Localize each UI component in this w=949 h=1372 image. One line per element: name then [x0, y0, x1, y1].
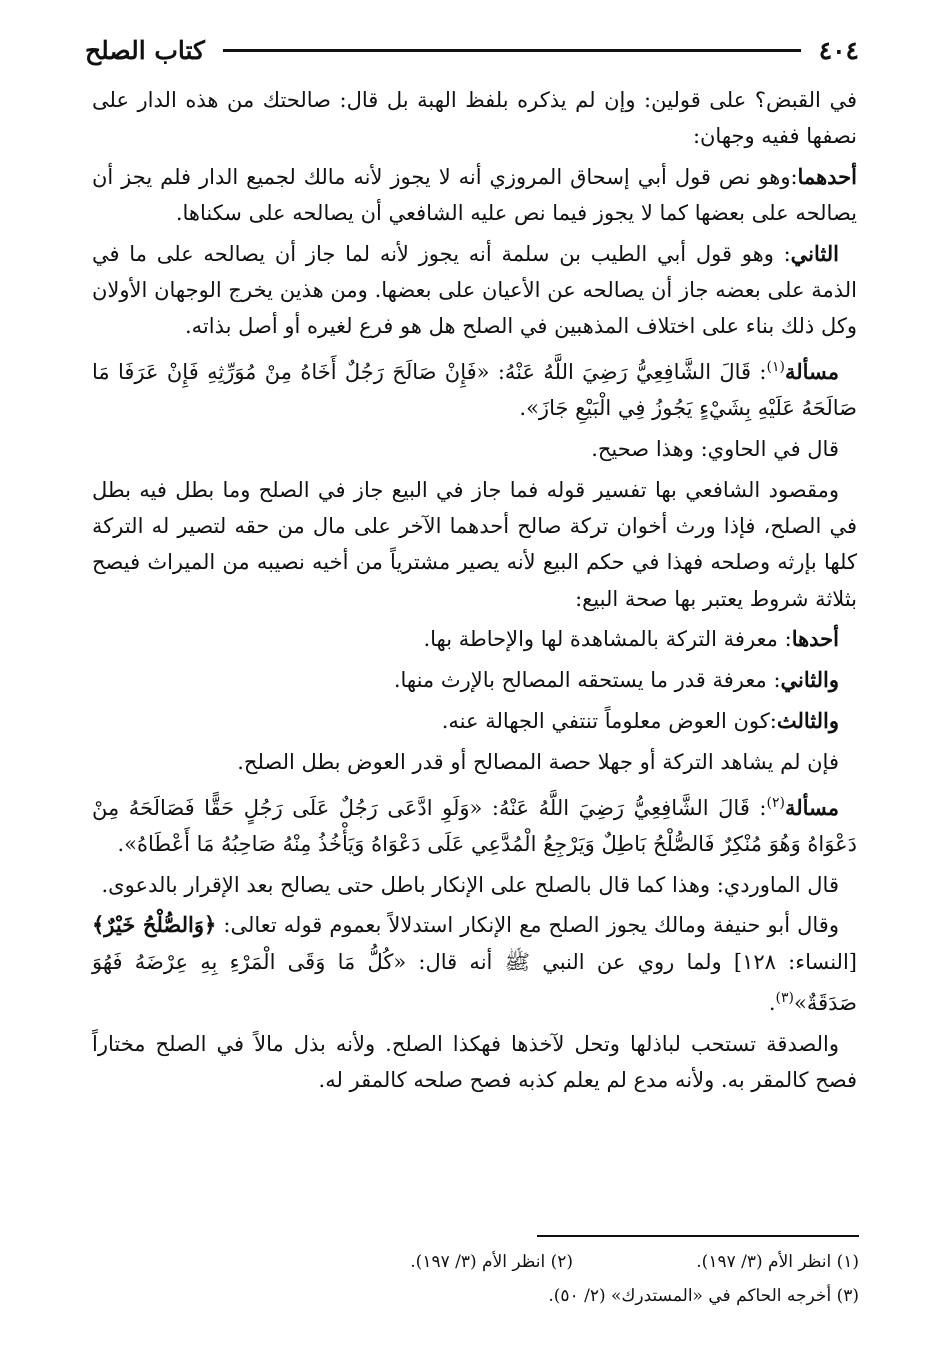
paragraph [92, 82, 857, 154]
paragraph [92, 349, 857, 426]
paragraph-text: :وهو نص قول أبي إسحاق المروزي أنه لا يجوز لأنه مالك لجميع الدار فلم يجز أن يصالحه على بعضها كما لا يجوز فيما نص عليه الشافعي أن يصالحه على سكناها. [92, 165, 857, 226]
paragraph [92, 431, 857, 467]
paragraph-text: في القبض؟ على قولين: وإن لم يذكره بلفظ الهبة بل قال: صالحتك من هذه الدار على نصفها ففيه وجهان: [92, 88, 857, 149]
footnote-rule [537, 1235, 859, 1237]
paragraph [92, 472, 857, 617]
paragraph-lead: والثالث [776, 708, 839, 733]
list-item [92, 662, 857, 698]
paragraph-text: فإن لم يشاهد التركة أو جهلا حصة المصالح أو قدر العوض بطل الصلح. [237, 749, 839, 774]
page-header [85, 30, 859, 70]
quote-text: : قَالَ الشَّافِعِيُّ رَضِيَ اللَّهُ عَنْهُ: «وَلَوِ ادَّعَى رَجُلٌ عَلَى رَجُلٍ حَقًّا فَصَالَحَهُ مِنْ دَعْوَاهُ وَهُوَ مُنْكِرٌ فَالصُّلْحُ بَاطِلٌ وَيَرْجِعُ الْمُدَّعِي عَلَى دَعْوَاهُ وَيَأْخُذُ مِنْهُ صَاحِبُهُ مَا أَعْطَاهُ». [92, 795, 857, 856]
paragraph-text: قال في الحاوي: وهذا صحيح. [591, 437, 839, 462]
paragraph-text: قال الماوردي: وهذا كما قال بالصلح على الإنكار باطل حتى يصالح بعد الإقرار بالدعوى. [101, 872, 839, 897]
paragraph-text: : معرفة التركة بالمشاهدة لها والإحاطة بها. [423, 627, 792, 652]
paragraph-lead: مسألة [784, 359, 839, 385]
quote-text: : قَالَ الشَّافِعِيُّ رَضِيَ اللَّهُ عَنْهُ: «فَإِنْ صَالَحَ رَجُلٌ أَخَاهُ مِنْ مُوَرِّثِهِ فَإِنْ عَرَفَا مَا صَالَحَهُ عَلَيْهِ بِشَيْءٍ يَجُوزُ فِي الْبَيْعِ جَازَ». [92, 360, 857, 421]
paragraph-lead: والثاني [780, 667, 839, 693]
paragraph [92, 159, 857, 231]
paragraph [92, 1026, 857, 1098]
quran-verse: ﴿وَالصُّلْحُ خَيْرٌ﴾ [92, 912, 217, 938]
paragraph-lead: أحدهما [797, 164, 857, 189]
footnote-1: (١) انظر الأم (٣/ ١٩٧). [696, 1252, 859, 1272]
list-item [92, 703, 857, 739]
paragraph [92, 236, 857, 345]
paragraph-text: [النساء: ١٢٨] ولما روي عن النبي ﷺ أنه قال: «كُلُّ مَا وَقَى الْمَرْءِ بِهِ عِرْضَهُ فَهُوَ صَدَقَةٌ» [92, 949, 857, 1015]
footnote-3: (٣) أخرجه الحاكم في «المستدرك» (٢/ ٥٠). [548, 1286, 859, 1306]
paragraph-text: وقال أبو حنيفة ومالك يجوز الصلح مع الإنكار استدلالاً بعموم قوله تعالى: [223, 913, 839, 938]
list-item [92, 621, 857, 657]
paragraph [92, 907, 857, 1021]
footnote-2: (٢) انظر الأم (٣/ ١٩٧). [410, 1252, 573, 1272]
paragraph-lead: أحدها [791, 626, 839, 652]
footnote-marker: (٢) [766, 794, 785, 811]
paragraph-text: :كون العوض معلوماً تنتفي الجهالة عنه. [441, 709, 777, 733]
paragraph-lead: مسألة [784, 794, 839, 820]
paragraph [92, 744, 857, 780]
footnotes [92, 1245, 859, 1313]
paragraph-text: : وهو قول أبي الطيب بن سلمة أنه يجوز لأنه لما جاز أن يصالحه على ما في الذمة على بعضه جاز أن يصالحه عن الأعيان على بعضها. ومن هذين يخرج الوجهان الأولان وكل ذلك بناء على اختلاف المذهبين في الصلح هل هو فرع لغيره أو أصل بذاته. [92, 242, 857, 339]
footnote-marker: (١) [766, 359, 785, 376]
paragraph-text: . [768, 990, 776, 1015]
main-text [92, 82, 857, 1103]
footnote-row [92, 1245, 859, 1279]
paragraph [92, 785, 857, 862]
paragraph-text: : معرفة قدر ما يستحقه المصالح بالإرث منها. [393, 668, 781, 693]
header-rule [223, 49, 801, 52]
paragraph-text: والصدقة تستحب لباذلها وتحل لآخذها فهكذا الصلح. ولأنه بذل مالاً في الصلح مختاراً فصح كالمقر به. ولأنه مدع لم يعلم كذبه فصح صلحه كالمقر له. [92, 1031, 857, 1092]
running-title: كتاب الصلح [85, 35, 205, 65]
paragraph-text: ومقصود الشافعي بها تفسير قوله فما جاز في البيع جاز في الصلح وما بطل فيه بطل في الصلح، فإذا ورث أخوان تركة صالح أحدهما الآخر على مال من حقه لتصير له التركة كلها بإرثه وصلحه فهذا في حكم البيع لأنه يصير مشترياً من أخيه نصيبه من الميراث فيصح بثلاثة شروط يعتبر بها صحة البيع: [92, 478, 857, 611]
paragraph [92, 867, 857, 903]
paragraph-lead: الثاني [790, 241, 839, 266]
footnote-marker: (٣) [775, 989, 794, 1006]
page-number: ٤٠٤ [818, 35, 859, 65]
footnote-row [92, 1279, 859, 1313]
